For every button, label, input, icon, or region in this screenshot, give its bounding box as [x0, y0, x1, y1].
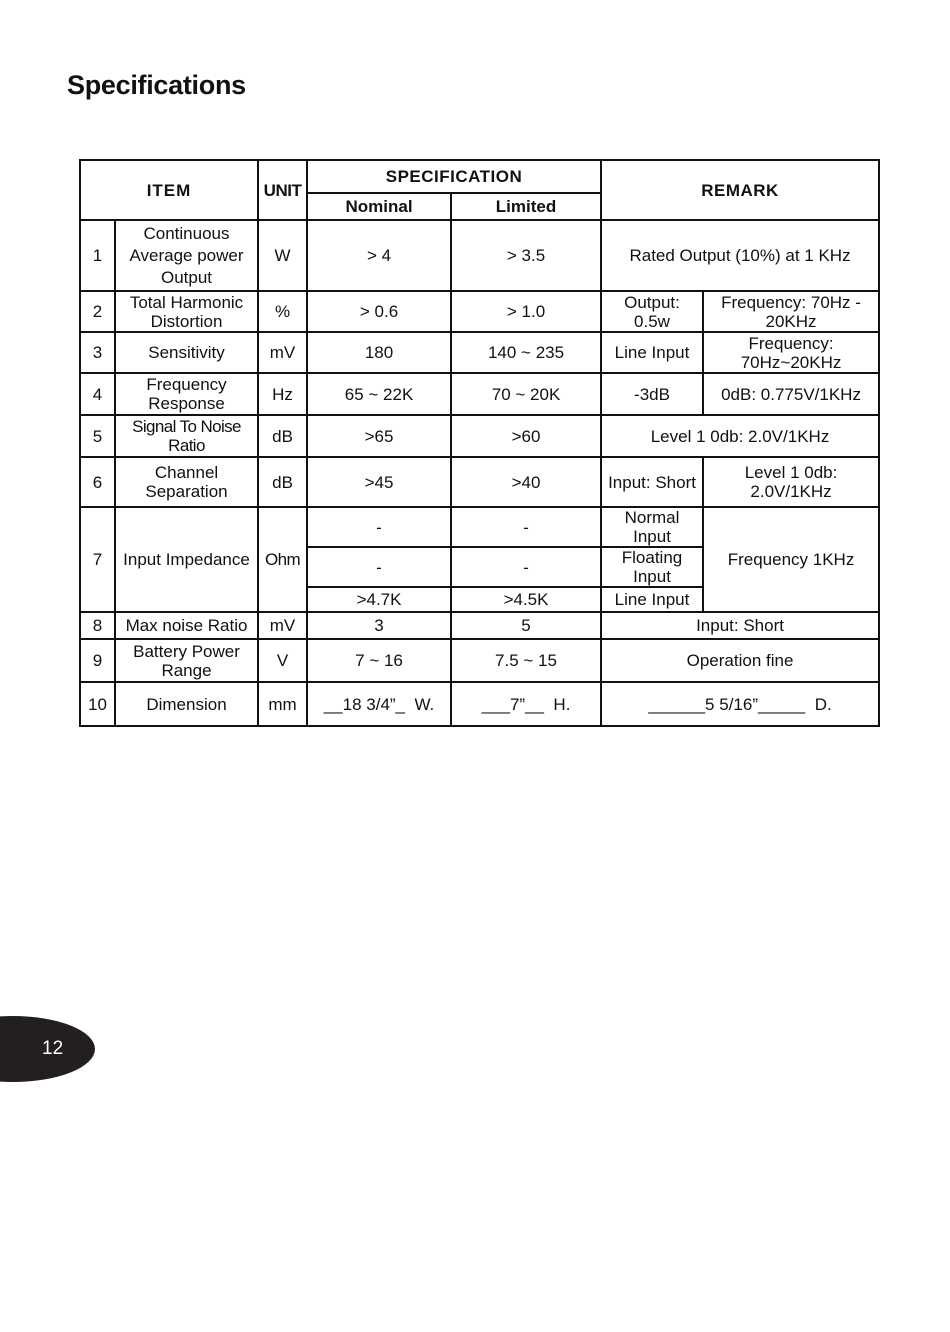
- table-row: [80, 291, 879, 332]
- page-number-badge: [0, 1016, 95, 1082]
- row-nominal: > 4: [307, 220, 451, 291]
- row-remark: Rated Output (10%) at 1 KHz: [601, 220, 879, 291]
- row-unit: mm: [258, 682, 307, 726]
- row-remark: ______5 5/16”_____ D.: [601, 682, 879, 726]
- row-remark-condition: Input: Short: [601, 457, 703, 507]
- row-limited: >4.5K: [451, 587, 601, 612]
- row-item: Total Harmonic Distortion: [115, 291, 258, 332]
- header-remark: REMARK: [601, 160, 879, 220]
- row-nominal: __18 3/4”_ W.: [307, 682, 451, 726]
- row-limited: 5: [451, 612, 601, 639]
- header-limited: Limited: [451, 193, 601, 220]
- row-item: Input Impedance: [115, 507, 258, 612]
- row-item: Battery Power Range: [115, 639, 258, 682]
- page-number: 12: [42, 1038, 64, 1059]
- row-limited: 140 ~ 235: [451, 332, 601, 373]
- row-nominal: 65 ~ 22K: [307, 373, 451, 415]
- table-row: [80, 373, 879, 415]
- page-title: Specifications: [67, 70, 246, 100]
- row-unit: dB: [258, 415, 307, 457]
- row-number: 5: [80, 415, 115, 457]
- row-limited: -: [451, 547, 601, 587]
- row-number: 4: [80, 373, 115, 415]
- row-remark-condition: Floating Input: [601, 547, 703, 587]
- row-unit: mV: [258, 612, 307, 639]
- row-unit: Hz: [258, 373, 307, 415]
- row-remark: Input: Short: [601, 612, 879, 639]
- row-remark: Level 1 0db: 2.0V/1KHz: [601, 415, 879, 457]
- row-remark-condition: Line Input: [601, 587, 703, 612]
- specifications-table: [79, 159, 880, 727]
- row-item: Frequency Response: [115, 373, 258, 415]
- row-nominal: 180: [307, 332, 451, 373]
- row-unit: W: [258, 220, 307, 291]
- row-nominal: >45: [307, 457, 451, 507]
- row-remark-detail: Frequency: 70Hz~20KHz: [703, 332, 879, 373]
- row-item: Continuous Average power Output: [115, 220, 258, 291]
- table-row: [80, 415, 879, 457]
- table-row: [80, 457, 879, 507]
- row-number: 7: [80, 507, 115, 612]
- row-remark-condition: -3dB: [601, 373, 703, 415]
- row-number: 8: [80, 612, 115, 639]
- row-nominal: -: [307, 507, 451, 547]
- row-item: Signal To Noise Ratio: [115, 415, 258, 457]
- row-limited: >40: [451, 457, 601, 507]
- header-nominal: Nominal: [307, 193, 451, 220]
- row-item: Max noise Ratio: [115, 612, 258, 639]
- table-row: [80, 507, 879, 547]
- row-item: Channel Separation: [115, 457, 258, 507]
- row-limited: ___7”__ H.: [451, 682, 601, 726]
- row-remark-detail: Frequency 1KHz: [703, 507, 879, 612]
- header-specification: SPECIFICATION: [307, 160, 601, 193]
- header-item: ITEM: [80, 160, 258, 220]
- row-remark-detail: Frequency: 70Hz - 20KHz: [703, 291, 879, 332]
- header-row: [80, 160, 879, 193]
- table-row: [80, 682, 879, 726]
- row-remark-detail: Level 1 0db: 2.0V/1KHz: [703, 457, 879, 507]
- header-unit: UNIT: [258, 160, 307, 220]
- row-item: Sensitivity: [115, 332, 258, 373]
- row-number: 9: [80, 639, 115, 682]
- row-limited: > 1.0: [451, 291, 601, 332]
- row-remark-condition: Output: 0.5w: [601, 291, 703, 332]
- row-unit: mV: [258, 332, 307, 373]
- row-item: Dimension: [115, 682, 258, 726]
- row-unit: Ohm: [258, 507, 307, 612]
- row-remark-condition: Normal Input: [601, 507, 703, 547]
- row-limited: -: [451, 507, 601, 547]
- row-unit: V: [258, 639, 307, 682]
- row-limited: 70 ~ 20K: [451, 373, 601, 415]
- table-row: [80, 220, 879, 291]
- row-nominal: 3: [307, 612, 451, 639]
- row-number: 10: [80, 682, 115, 726]
- table-row: [80, 332, 879, 373]
- row-number: 1: [80, 220, 115, 291]
- table-row: [80, 639, 879, 682]
- row-limited: >60: [451, 415, 601, 457]
- row-nominal: > 0.6: [307, 291, 451, 332]
- table-row: [80, 612, 879, 639]
- row-remark-condition: Line Input: [601, 332, 703, 373]
- row-limited: > 3.5: [451, 220, 601, 291]
- row-number: 6: [80, 457, 115, 507]
- row-limited: 7.5 ~ 15: [451, 639, 601, 682]
- row-nominal: >65: [307, 415, 451, 457]
- row-nominal: -: [307, 547, 451, 587]
- row-remark-detail: 0dB: 0.775V/1KHz: [703, 373, 879, 415]
- row-number: 2: [80, 291, 115, 332]
- row-number: 3: [80, 332, 115, 373]
- row-remark: Operation fine: [601, 639, 879, 682]
- row-nominal: 7 ~ 16: [307, 639, 451, 682]
- row-nominal: >4.7K: [307, 587, 451, 612]
- row-unit: %: [258, 291, 307, 332]
- row-unit: dB: [258, 457, 307, 507]
